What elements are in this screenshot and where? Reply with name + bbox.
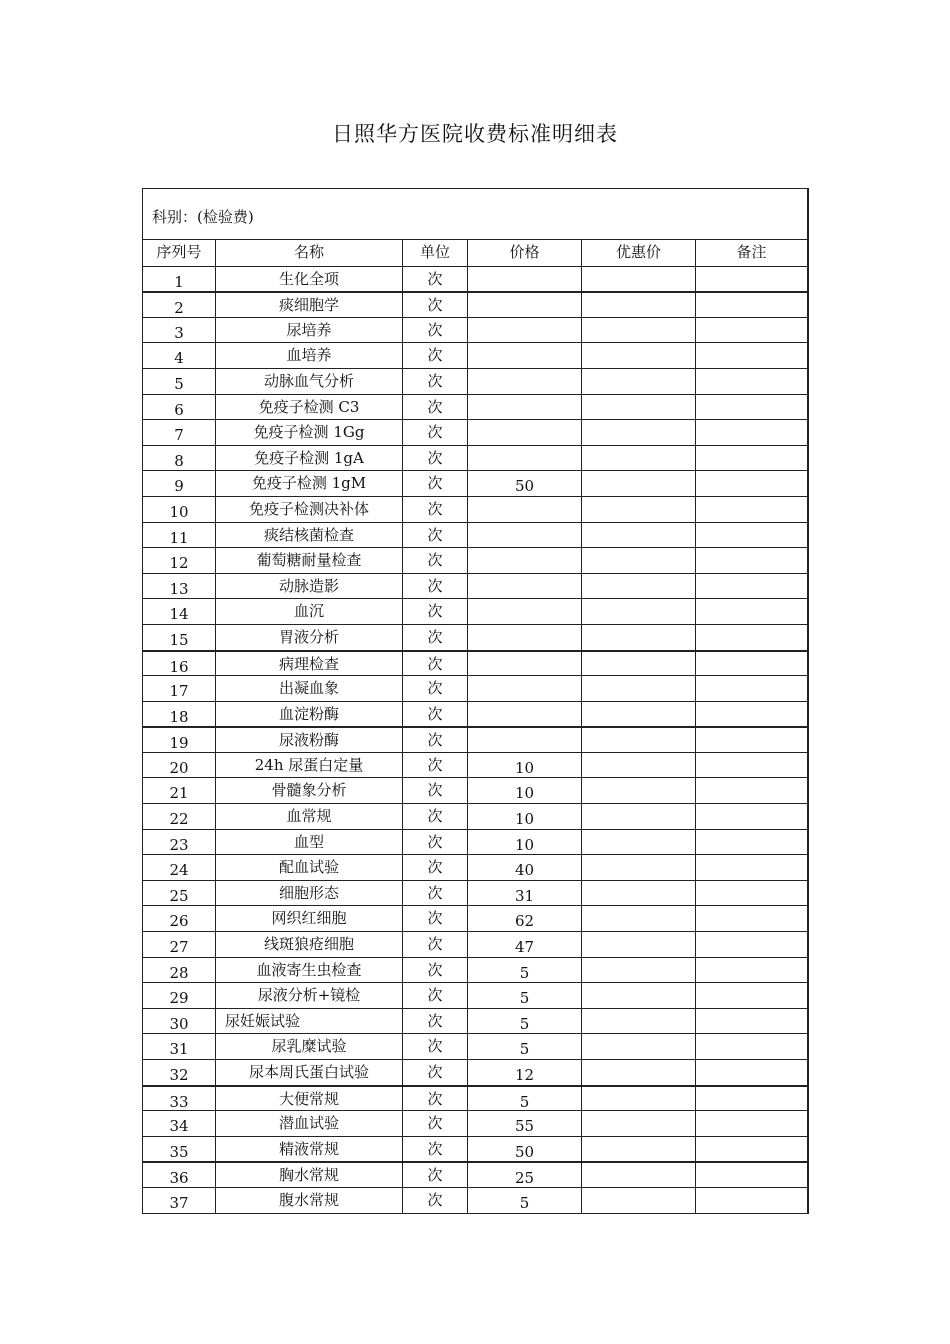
row-note-cell <box>695 804 807 829</box>
row-price-cell <box>467 395 581 420</box>
row-note-cell <box>695 702 807 727</box>
row-seq-cell: 6 <box>174 400 184 419</box>
table-row <box>143 931 807 957</box>
row-seq-cell: 33 <box>169 1092 189 1111</box>
row-note-cell <box>695 599 807 624</box>
row-price-cell <box>467 267 581 292</box>
row-unit-cell: 次 <box>402 574 467 599</box>
table-row <box>143 394 807 420</box>
row-unit-cell: 次 <box>402 343 467 368</box>
header-seq: 序列号 <box>156 243 202 261</box>
table-row <box>143 803 807 829</box>
row-discount-cell <box>581 753 695 778</box>
row-unit-cell: 次 <box>402 855 467 880</box>
row-unit-cell: 次 <box>402 471 467 496</box>
row-unit-cell: 次 <box>402 395 467 420</box>
row-name-cell: 痰细胞学 <box>215 293 402 317</box>
row-seq-cell: 28 <box>169 963 189 982</box>
row-discount-cell <box>581 548 695 573</box>
row-unit-cell: 次 <box>402 267 467 292</box>
row-seq-cell: 27 <box>169 938 189 957</box>
row-discount-cell <box>581 318 695 343</box>
row-note-cell <box>695 548 807 573</box>
row-name-cell: 尿本周氏蛋白试验 <box>215 1060 402 1085</box>
row-unit-cell: 次 <box>402 548 467 573</box>
row-price-cell: 5 <box>467 958 581 983</box>
row-price-cell: 47 <box>467 932 581 957</box>
row-unit-cell: 次 <box>402 1009 467 1034</box>
table-row <box>143 522 807 548</box>
row-name-cell: 动脉血气分析 <box>215 369 402 394</box>
row-price-cell: 31 <box>467 881 581 906</box>
row-price-cell <box>467 446 581 471</box>
row-discount-cell <box>581 855 695 880</box>
row-name-cell: 免疫子检测决补体 <box>215 497 402 522</box>
row-seq-cell: 23 <box>169 835 189 854</box>
table-row <box>143 624 807 650</box>
row-seq-cell: 17 <box>169 682 189 701</box>
row-discount-cell <box>581 523 695 548</box>
table-row <box>143 547 807 573</box>
row-price-cell <box>467 548 581 573</box>
row-unit-cell: 次 <box>402 1188 467 1213</box>
row-seq-cell: 37 <box>169 1193 189 1212</box>
row-name-cell: 胃液分析 <box>215 625 402 650</box>
row-price-cell: 10 <box>467 753 581 778</box>
table-row <box>143 675 807 701</box>
row-discount-cell <box>581 932 695 957</box>
row-note-cell <box>695 318 807 343</box>
table-body <box>143 266 807 1213</box>
row-discount-cell <box>581 652 695 676</box>
row-unit-cell: 次 <box>402 753 467 778</box>
row-discount-cell <box>581 676 695 701</box>
row-seq-cell: 9 <box>174 477 184 496</box>
row-name-cell: 尿乳糜试验 <box>215 1034 402 1059</box>
row-note-cell <box>695 1034 807 1059</box>
row-note-cell <box>695 523 807 548</box>
header-unit: 单位 <box>402 240 467 266</box>
row-discount-cell <box>581 1060 695 1085</box>
row-note-cell <box>695 497 807 522</box>
row-name-cell: 胸水常规 <box>215 1163 402 1187</box>
row-note-cell <box>695 906 807 931</box>
row-price-cell: 25 <box>467 1163 581 1187</box>
row-discount-cell <box>581 293 695 317</box>
row-name-cell: 尿妊娠试验 <box>215 1009 402 1034</box>
row-note-cell <box>695 652 807 676</box>
row-name-cell: 细胞形态 <box>215 881 402 906</box>
row-name-cell: 24h 尿蛋白定量 <box>215 753 402 778</box>
row-seq-cell: 32 <box>169 1066 189 1084</box>
row-discount-cell <box>581 983 695 1008</box>
row-unit-cell: 次 <box>402 804 467 829</box>
row-price-cell: 5 <box>467 1087 581 1111</box>
row-discount-cell <box>581 1034 695 1059</box>
row-seq-cell: 24 <box>169 861 189 880</box>
row-unit-cell: 次 <box>402 830 467 855</box>
row-note-cell <box>695 420 807 445</box>
row-seq-cell: 22 <box>169 810 189 829</box>
row-price-cell: 55 <box>467 1111 581 1136</box>
row-unit-cell: 次 <box>402 1111 467 1136</box>
row-discount-cell <box>581 1188 695 1213</box>
row-name-cell: 血液寄生虫检查 <box>215 958 402 983</box>
row-price-cell: 5 <box>467 1034 581 1059</box>
row-note-cell <box>695 369 807 394</box>
row-price-cell: 5 <box>467 1009 581 1034</box>
row-discount-cell <box>581 599 695 624</box>
row-price-cell: 40 <box>467 855 581 880</box>
row-note-cell <box>695 343 807 368</box>
row-seq-cell: 1 <box>174 272 184 291</box>
row-unit-cell: 次 <box>402 652 467 676</box>
row-price-cell <box>467 728 581 752</box>
row-price-cell <box>467 318 581 343</box>
row-name-cell: 尿培养 <box>215 318 402 343</box>
header-price: 价格 <box>467 240 581 266</box>
row-price-cell: 5 <box>467 1188 581 1213</box>
row-note-cell <box>695 753 807 778</box>
row-price-cell <box>467 420 581 445</box>
row-seq-cell: 34 <box>169 1117 189 1136</box>
row-name-cell: 潜血试验 <box>215 1111 402 1136</box>
table-row <box>143 470 807 496</box>
row-note-cell <box>695 881 807 906</box>
row-note-cell <box>695 625 807 650</box>
row-seq-cell: 21 <box>169 784 189 803</box>
row-discount-cell <box>581 778 695 803</box>
row-price-cell <box>467 574 581 599</box>
row-seq-cell: 4 <box>174 349 184 368</box>
row-note-cell <box>695 778 807 803</box>
row-unit-cell: 次 <box>402 599 467 624</box>
row-unit-cell: 次 <box>402 983 467 1008</box>
header-note: 备注 <box>695 240 807 266</box>
row-price-cell: 50 <box>467 1137 581 1162</box>
row-unit-cell: 次 <box>402 932 467 957</box>
table-row <box>143 1161 807 1187</box>
row-seq-cell: 2 <box>174 299 184 317</box>
row-name-cell: 免疫子检测 C3 <box>215 395 402 420</box>
row-seq-cell: 7 <box>174 426 184 445</box>
row-seq-cell: 12 <box>169 554 189 573</box>
table-row <box>143 1136 807 1162</box>
table-row <box>143 880 807 906</box>
row-unit-cell: 次 <box>402 446 467 471</box>
row-price-cell <box>467 625 581 650</box>
table-row <box>143 598 807 624</box>
row-price-cell: 12 <box>467 1060 581 1085</box>
row-note-cell <box>695 1163 807 1187</box>
table-row <box>143 957 807 983</box>
row-name-cell: 网织红细胞 <box>215 906 402 931</box>
row-discount-cell <box>581 881 695 906</box>
row-unit-cell: 次 <box>402 728 467 752</box>
table-row <box>143 982 807 1008</box>
row-discount-cell <box>581 1087 695 1111</box>
row-unit-cell: 次 <box>402 958 467 983</box>
table-row <box>143 291 807 317</box>
row-price-cell: 10 <box>467 804 581 829</box>
row-discount-cell <box>581 267 695 292</box>
row-name-cell: 大便常规 <box>215 1087 402 1111</box>
document-title: 日照华方医院收费标准明细表 <box>332 122 618 146</box>
table-row <box>143 342 807 368</box>
row-note-cell <box>695 1060 807 1085</box>
header-name: 名称 <box>215 240 402 266</box>
row-unit-cell: 次 <box>402 881 467 906</box>
row-price-cell <box>467 599 581 624</box>
row-unit-cell: 次 <box>402 625 467 650</box>
table-row <box>143 573 807 599</box>
row-discount-cell <box>581 728 695 752</box>
row-unit-cell: 次 <box>402 369 467 394</box>
row-note-cell <box>695 728 807 752</box>
table-row <box>143 1187 807 1213</box>
row-discount-cell <box>581 830 695 855</box>
department-label: 科别：(检验费) <box>143 189 807 240</box>
row-discount-cell <box>581 471 695 496</box>
row-note-cell <box>695 983 807 1008</box>
row-unit-cell: 次 <box>402 318 467 343</box>
row-name-cell: 线斑狼疮细胞 <box>215 932 402 957</box>
row-name-cell: 病理检查 <box>215 652 402 676</box>
row-discount-cell <box>581 702 695 727</box>
row-unit-cell: 次 <box>402 778 467 803</box>
row-name-cell: 痰结核菌检查 <box>215 523 402 548</box>
row-price-cell <box>467 652 581 676</box>
row-note-cell <box>695 830 807 855</box>
row-note-cell <box>695 293 807 317</box>
row-seq-cell: 10 <box>169 502 189 521</box>
row-seq-cell: 16 <box>169 657 189 676</box>
table-row <box>143 445 807 471</box>
row-name-cell: 血常规 <box>215 804 402 829</box>
row-unit-cell: 次 <box>402 906 467 931</box>
header-discount: 优惠价 <box>581 240 695 266</box>
row-unit-cell: 次 <box>402 702 467 727</box>
row-discount-cell <box>581 625 695 650</box>
row-name-cell: 生化全项 <box>215 267 402 292</box>
row-discount-cell <box>581 804 695 829</box>
row-name-cell: 尿液分析+镜检 <box>215 983 402 1008</box>
row-name-cell: 免疫子检测 1gM <box>215 471 402 496</box>
row-seq-cell: 14 <box>169 605 189 624</box>
row-seq-cell: 26 <box>169 912 189 931</box>
row-note-cell <box>695 267 807 292</box>
row-seq-cell: 29 <box>169 989 189 1008</box>
row-name-cell: 腹水常规 <box>215 1188 402 1213</box>
table-row <box>143 726 807 752</box>
table-row <box>143 496 807 522</box>
row-discount-cell <box>581 574 695 599</box>
table-row <box>143 1008 807 1034</box>
table-row <box>143 1059 807 1085</box>
row-discount-cell <box>581 497 695 522</box>
table-row <box>143 266 807 292</box>
row-price-cell <box>467 676 581 701</box>
row-name-cell: 血淀粉酶 <box>215 702 402 727</box>
row-seq-cell: 30 <box>169 1014 189 1033</box>
row-name-cell: 血沉 <box>215 599 402 624</box>
row-seq-cell: 5 <box>174 374 184 393</box>
row-discount-cell <box>581 420 695 445</box>
row-note-cell <box>695 1137 807 1162</box>
table-row <box>143 1085 807 1111</box>
table-row <box>143 1110 807 1136</box>
row-price-cell: 50 <box>467 471 581 496</box>
row-name-cell: 血型 <box>215 830 402 855</box>
row-seq-cell: 13 <box>169 579 189 598</box>
row-unit-cell: 次 <box>402 523 467 548</box>
row-name-cell: 出凝血象 <box>215 676 402 701</box>
row-seq-cell: 20 <box>169 758 189 777</box>
row-seq-cell: 11 <box>169 528 189 547</box>
row-name-cell: 免疫子检测 1gA <box>215 446 402 471</box>
row-seq-cell: 36 <box>169 1169 189 1187</box>
fee-table <box>142 188 809 1214</box>
row-discount-cell <box>581 1009 695 1034</box>
row-unit-cell: 次 <box>402 1087 467 1111</box>
row-price-cell <box>467 702 581 727</box>
row-name-cell: 尿液粉酶 <box>215 728 402 752</box>
row-seq-cell: 15 <box>169 630 189 649</box>
row-seq-cell: 8 <box>174 451 184 470</box>
row-discount-cell <box>581 1111 695 1136</box>
row-discount-cell <box>581 906 695 931</box>
row-seq-cell: 31 <box>169 1040 189 1059</box>
row-note-cell <box>695 932 807 957</box>
row-note-cell <box>695 395 807 420</box>
row-note-cell <box>695 855 807 880</box>
row-discount-cell <box>581 1163 695 1187</box>
row-unit-cell: 次 <box>402 1034 467 1059</box>
row-name-cell: 配血试验 <box>215 855 402 880</box>
row-unit-cell: 次 <box>402 497 467 522</box>
row-price-cell: 10 <box>467 830 581 855</box>
row-price-cell: 62 <box>467 906 581 931</box>
table-row <box>143 1033 807 1059</box>
table-row <box>143 701 807 727</box>
row-price-cell <box>467 369 581 394</box>
table-row <box>143 317 807 343</box>
row-name-cell: 血培养 <box>215 343 402 368</box>
row-note-cell <box>695 1111 807 1136</box>
row-name-cell: 动脉造影 <box>215 574 402 599</box>
row-discount-cell <box>581 1137 695 1162</box>
row-discount-cell <box>581 343 695 368</box>
table-row <box>143 419 807 445</box>
row-seq-cell: 18 <box>169 707 189 726</box>
table-row <box>143 905 807 931</box>
row-note-cell <box>695 471 807 496</box>
row-unit-cell: 次 <box>402 676 467 701</box>
row-note-cell <box>695 574 807 599</box>
row-unit-cell: 次 <box>402 1137 467 1162</box>
row-discount-cell <box>581 958 695 983</box>
table-row <box>143 752 807 778</box>
row-seq-cell: 25 <box>169 886 189 905</box>
table-row <box>143 368 807 394</box>
table-header-row <box>143 240 807 266</box>
row-unit-cell: 次 <box>402 420 467 445</box>
row-unit-cell: 次 <box>402 1163 467 1187</box>
row-discount-cell <box>581 446 695 471</box>
table-row <box>143 829 807 855</box>
row-note-cell <box>695 1087 807 1111</box>
row-price-cell: 10 <box>467 778 581 803</box>
row-price-cell <box>467 497 581 522</box>
row-seq-cell: 35 <box>169 1142 189 1161</box>
row-discount-cell <box>581 369 695 394</box>
row-discount-cell <box>581 395 695 420</box>
table-row <box>143 854 807 880</box>
table-row <box>143 650 807 676</box>
row-unit-cell: 次 <box>402 1060 467 1085</box>
row-price-cell <box>467 343 581 368</box>
row-name-cell: 精液常规 <box>215 1137 402 1162</box>
row-seq-cell: 19 <box>169 734 189 752</box>
row-name-cell: 免疫子检测 1Gg <box>215 420 402 445</box>
row-name-cell: 骨髓象分析 <box>215 778 402 803</box>
row-unit-cell: 次 <box>402 293 467 317</box>
row-seq-cell: 3 <box>174 323 184 342</box>
row-note-cell <box>695 446 807 471</box>
row-note-cell <box>695 1188 807 1213</box>
row-note-cell <box>695 1009 807 1034</box>
row-note-cell <box>695 676 807 701</box>
row-price-cell: 5 <box>467 983 581 1008</box>
row-price-cell <box>467 523 581 548</box>
row-price-cell <box>467 293 581 317</box>
row-note-cell <box>695 958 807 983</box>
table-row <box>143 777 807 803</box>
row-name-cell: 葡萄糖耐量检查 <box>215 548 402 573</box>
